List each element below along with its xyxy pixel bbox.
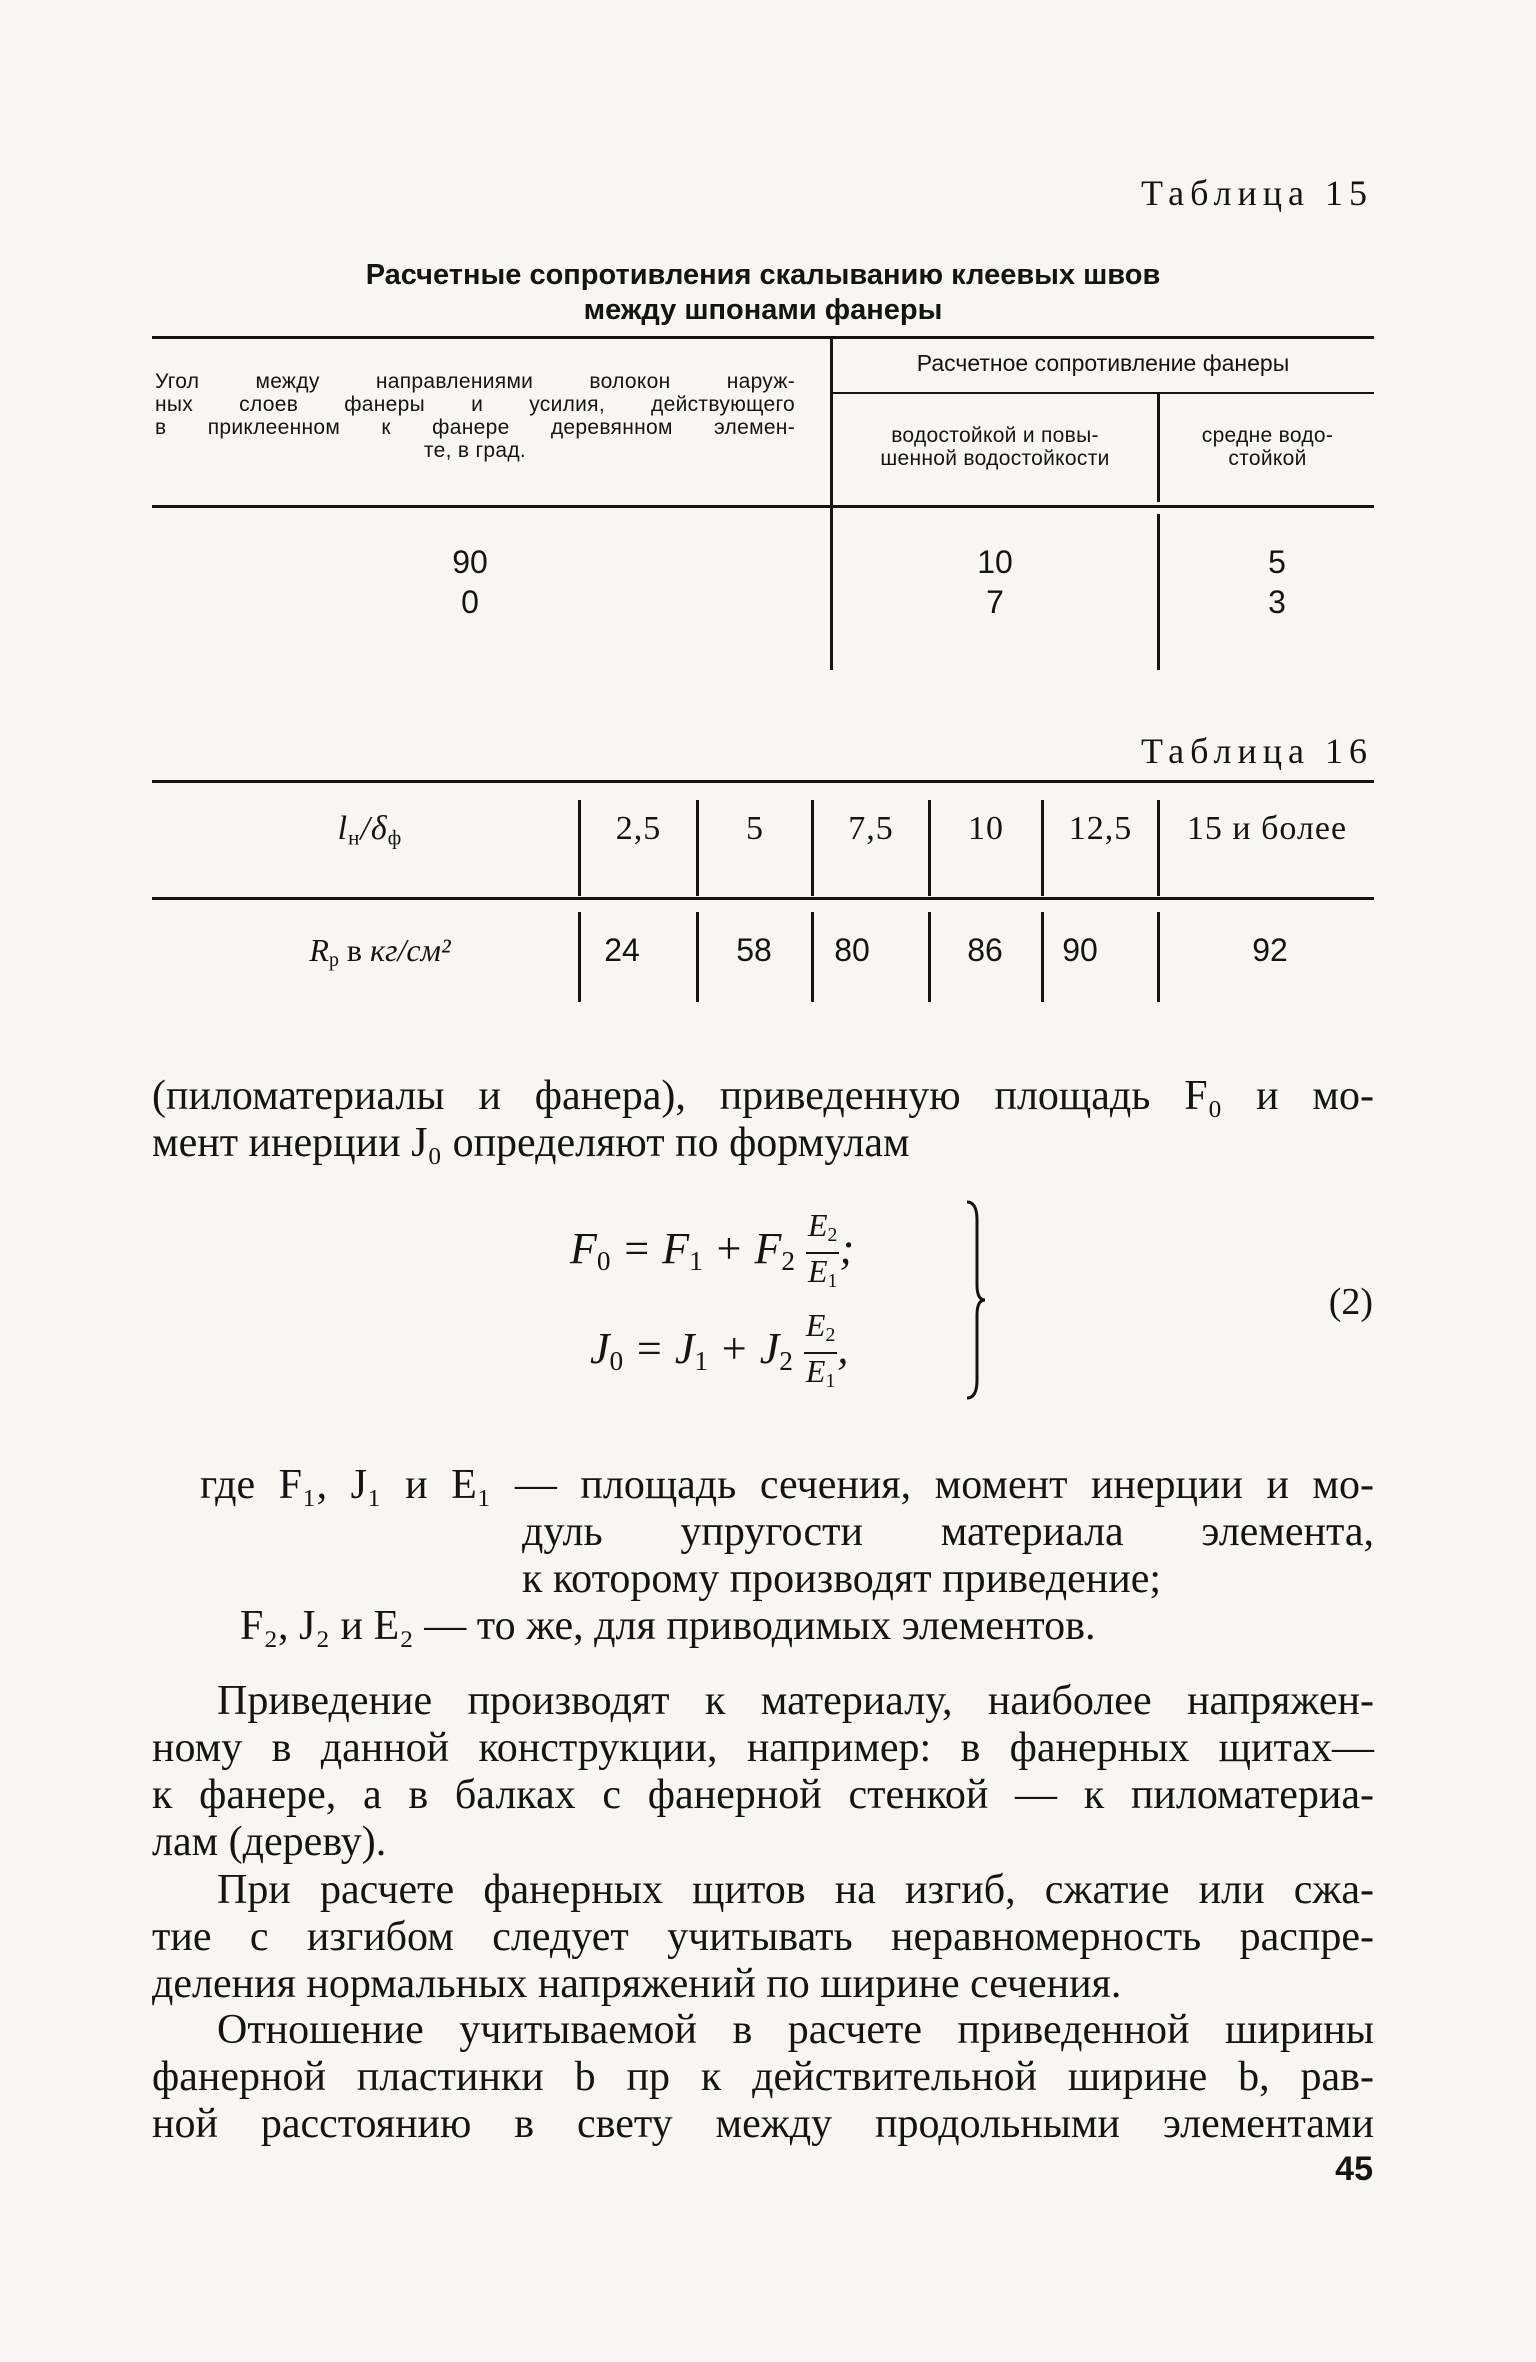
table16-row2-label-rest: в (338, 932, 370, 968)
where-line1: где F₁, J₁ и E₁ — площадь сечения, момент инерции и мо- (200, 1462, 1374, 1508)
table15-top-rule (152, 336, 1374, 339)
paragraph-shields (152, 1867, 1374, 2008)
table15-subheader-col1-line2: шенной водостойкости (880, 447, 1110, 470)
table15-subheader-col1-line1: водостойкой и повы- (891, 424, 1099, 447)
where-line3: к которому производят приведение; (522, 1556, 1162, 1602)
paragraph-reduction-line3: к фанере, а в балках с фанерной стенкой — к пиломатериа- (152, 1772, 1374, 1818)
table16-row2-label (200, 932, 560, 972)
table16-row2-label-R: R (309, 932, 329, 968)
table16-vline-2-b (696, 912, 699, 1002)
table16-row2-label-unit: кг/см² (370, 932, 451, 968)
table16-v-6: 92 (1252, 932, 1288, 968)
table15-row-header-line3: в приклеенном к фанере деревянном элемен- (155, 416, 795, 439)
paragraph-shields-line1: При расчете фанерных щитов на изгиб, сжатие или сжа- (217, 1867, 1374, 1913)
table16-v-5: 90 (1062, 932, 1098, 968)
table16-vline-4-b (928, 912, 931, 1002)
table15-row2-col2: 3 (1268, 584, 1286, 620)
page-number: 45 (1335, 2150, 1373, 2188)
table16-h-3: 7,5 (848, 810, 894, 847)
table16-caption: Таблица 16 (1141, 731, 1373, 771)
table16-vline-1-b (578, 912, 581, 1002)
table15-row2-angle: 0 (461, 584, 479, 620)
table15-row1-angle: 90 (452, 544, 488, 580)
table16-vline-3-b (811, 912, 814, 1002)
paragraph-intro-line1: (пиломатериалы и фанера), приведенную площадь F₀ и мо- (152, 1073, 1374, 1119)
table16-row1-label (240, 810, 500, 850)
table16-v-4: 86 (967, 932, 1003, 968)
paragraph-intro (152, 1073, 1374, 1167)
table15-group-rule (832, 392, 1374, 394)
paragraph-reduction-line1: Приведение производят к материалу, наиболее напряжен- (217, 1678, 1374, 1724)
table15-row-header (155, 370, 795, 462)
table15-group-header: Расчетное сопротивление фанеры (916, 350, 1290, 376)
table16-mid-rule (152, 897, 1374, 900)
table15-row-header-line1: Угол между направлениями волокон наруж- (155, 370, 795, 393)
table15-caption: Таблица 15 (1141, 173, 1373, 213)
paragraph-shields-line3: деления нормальных напряжений по ширине сечения. (152, 1961, 1122, 2007)
where-line2: дуль упругости материала элемента, (522, 1509, 1374, 1555)
table15-subheader-col2-line1: средне водо- (1201, 424, 1334, 447)
paragraph-width-ratio-line3: ной расстоянию в свету между продольными элементами (152, 2101, 1374, 2147)
paragraph-reduction-line2: ному в данной конструкции, например: в фанерных щитах— (152, 1725, 1374, 1771)
paragraph-shields-line2: тие с изгибом следует учитывать неравномерность распре- (152, 1914, 1374, 1960)
table16-row1-label-sub2: ф (387, 825, 403, 850)
table15-subheader-col2-line2: стойкой (1228, 447, 1307, 470)
table16-h-4: 10 (968, 810, 1004, 847)
table15-subheader-col1 (835, 424, 1155, 470)
paragraph-width-ratio-line1: Отношение учитываемой в расчете приведенной ширины (217, 2007, 1374, 2053)
paragraph-reduction-line4: лам (дереву). (152, 1819, 387, 1865)
table15-vline-2-body (1157, 514, 1160, 670)
table15-subheader-col2 (1160, 424, 1375, 470)
table16-vline-6-b (1157, 912, 1160, 1002)
table15-row2-col1: 7 (986, 584, 1004, 620)
table16-v-2: 58 (736, 932, 772, 968)
table16-vline-5-b (1041, 912, 1044, 1002)
right-brace-icon (965, 1200, 985, 1400)
table15-vline-1-body (830, 508, 833, 670)
table16-v-3: 80 (834, 932, 870, 968)
table15-row-header-line2: ных слоев фанеры и усилия, действующего (155, 393, 795, 416)
formula-J0: $J_0 = J_1 + J_2$ $\frac{E_2}{E_1}$ , (590, 1308, 848, 1398)
table16-h-1: 2,5 (615, 810, 662, 847)
table16-h-5: 12,5 (1068, 810, 1133, 847)
table15-title (152, 258, 1374, 328)
table15-row-header-line4: те, в град. (423, 439, 527, 462)
table15-angle-cell (420, 542, 520, 622)
where-line4: F₂, J₂ и E₂ — то же, для приводимых элементов. (240, 1603, 1096, 1649)
formula-F0: $F_0 = F_1 + F_2$ $\frac{E_2}{E_1}$ ; (570, 1208, 854, 1298)
table16-top-rule (152, 780, 1374, 783)
table16-row1-label-sub1: н (348, 825, 361, 850)
paragraph-intro-line2: мент инерции J₀ определяют по формулам (152, 1120, 910, 1166)
table16-h-2: 5 (746, 810, 764, 847)
paragraph-reduction (152, 1678, 1374, 1866)
fraction-E2-E1-b: $\frac{E_2}{E_1}$ (805, 1307, 836, 1392)
table16-row1-label-l: l (337, 810, 349, 847)
table15-col2-cell (1227, 542, 1327, 622)
table15-row1-col1: 10 (977, 544, 1013, 580)
table15-header-rule (152, 505, 1374, 508)
table15-title-line1: Расчетные сопротивления скалыванию клеевых швов (365, 259, 1161, 291)
table16-h-6: 15 и более (1186, 810, 1348, 847)
table15-title-line2: между шпонами фанеры (583, 294, 943, 326)
table16-row2-label-sub: р (328, 948, 339, 971)
paragraph-width-ratio (152, 2007, 1374, 2148)
paragraph-width-ratio-line2: фанерной пластинки b пр к действительной ширине b, рав- (152, 2054, 1374, 2100)
table16-v-1: 24 (604, 932, 640, 968)
fraction-E2-E1-a: $\frac{E_2}{E_1}$ (807, 1207, 838, 1292)
equation-number: (2) (1328, 1281, 1373, 1323)
table15-row1-col2: 5 (1268, 544, 1286, 580)
table15-col1-cell (945, 542, 1045, 622)
table16-row1-label-mid: /δ (360, 810, 388, 847)
